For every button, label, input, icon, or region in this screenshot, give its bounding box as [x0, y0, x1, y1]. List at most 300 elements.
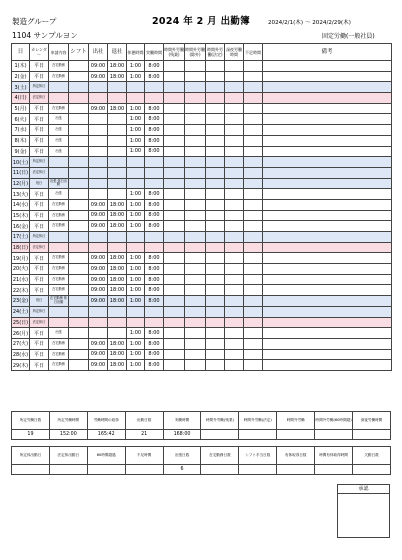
cell-c9	[185, 328, 206, 339]
cell-out	[108, 82, 127, 93]
cell-in: 09:00	[89, 103, 108, 114]
cell-brk: 1:00	[127, 71, 145, 82]
cell-day: 5(月)	[12, 103, 30, 114]
cell-cal: 所定休日	[30, 82, 49, 93]
cell-shift	[69, 146, 89, 157]
cell-c10	[206, 306, 225, 317]
cell-c9	[185, 210, 206, 221]
cell-c9	[185, 264, 206, 275]
cell-req	[49, 167, 69, 178]
cell-day: 26(月)	[12, 328, 30, 339]
cell-c8	[164, 253, 185, 264]
cell-c11	[225, 328, 244, 339]
cell-c8	[164, 221, 185, 232]
cell-req: 在宅勤務	[49, 199, 69, 210]
cell-c11	[225, 146, 244, 157]
cell-c11	[225, 135, 244, 146]
cell-c12	[244, 189, 263, 200]
cell-note	[263, 349, 392, 360]
col-header: 不足時間	[244, 44, 263, 61]
cell-work: 8:00	[145, 296, 164, 307]
cell-cal: 平日	[30, 125, 49, 136]
cell-req: 在宅勤務	[49, 103, 69, 114]
cell-brk	[127, 93, 145, 104]
cell-c9	[185, 317, 206, 328]
cell-work: 8:00	[145, 285, 164, 296]
cell-cal: 平日	[30, 61, 49, 72]
summary-value-cell	[239, 430, 277, 440]
cell-c11	[225, 242, 244, 253]
summary-value-cell	[353, 465, 391, 475]
summary-header-cell: 時間外労働(法定)	[239, 412, 277, 430]
cell-shift	[69, 103, 89, 114]
cell-shift	[69, 82, 89, 93]
employee-name: 1104 サンプルヨン	[12, 31, 78, 40]
table-row	[12, 157, 392, 168]
cell-c12	[244, 253, 263, 264]
cell-c8	[164, 296, 185, 307]
cell-out: 18:00	[108, 71, 127, 82]
summary-header-cell: 深夜労働時間	[353, 412, 391, 430]
summary-value-cell	[201, 430, 239, 440]
cell-work: 8:00	[145, 338, 164, 349]
cell-c10	[206, 135, 225, 146]
cell-c11	[225, 349, 244, 360]
table-row	[12, 242, 392, 253]
approval-label: 承認	[338, 485, 389, 494]
cell-day: 13(火)	[12, 189, 30, 200]
cell-brk	[127, 178, 145, 189]
cell-out	[108, 189, 127, 200]
cell-c9	[185, 114, 206, 125]
cell-shift	[69, 167, 89, 178]
cell-cal: 平日	[30, 71, 49, 82]
table-row	[12, 71, 392, 82]
cell-work: 8:00	[145, 135, 164, 146]
cell-req: 出張	[49, 328, 69, 339]
table-row	[12, 189, 392, 200]
cell-req: 在宅勤務	[49, 71, 69, 82]
cell-c9	[185, 242, 206, 253]
cell-note	[263, 210, 392, 221]
cell-req: 在宅勤務	[49, 221, 69, 232]
cell-in: 09:00	[89, 264, 108, 275]
cell-work: 8:00	[145, 264, 164, 275]
cell-work: 8:00	[145, 114, 164, 125]
cell-c8	[164, 125, 185, 136]
cell-c9	[185, 253, 206, 264]
table-row	[12, 338, 392, 349]
attendance-body	[12, 61, 392, 371]
cell-day: 16(金)	[12, 221, 30, 232]
cell-cal: 平日	[30, 338, 49, 349]
cell-in: 09:00	[89, 71, 108, 82]
cell-c8	[164, 306, 185, 317]
summary-value-cell: 19	[12, 430, 50, 440]
cell-brk: 1:00	[127, 274, 145, 285]
cell-c8	[164, 71, 185, 82]
cell-out	[108, 317, 127, 328]
cell-note	[263, 71, 392, 82]
cell-cal: 平日	[30, 264, 49, 275]
table-row	[12, 103, 392, 114]
summary-header-cell: 労働時間の総枠	[87, 412, 125, 430]
cell-c8	[164, 199, 185, 210]
cell-c8	[164, 82, 185, 93]
cell-brk: 1:00	[127, 338, 145, 349]
cell-day: 6(火)	[12, 114, 30, 125]
cell-shift	[69, 253, 89, 264]
cell-cal: 法定休日	[30, 93, 49, 104]
cell-brk: 1:00	[127, 296, 145, 307]
cell-note	[263, 93, 392, 104]
cell-c8	[164, 157, 185, 168]
cell-work	[145, 232, 164, 243]
table-row	[12, 360, 392, 371]
summary-header-cell: 所定労働日数	[12, 412, 50, 430]
cell-req	[49, 82, 69, 93]
cell-c11	[225, 296, 244, 307]
summary-header-cell: 所定労働時間	[49, 412, 87, 430]
cell-c9	[185, 296, 206, 307]
cell-out	[108, 306, 127, 317]
cell-c11	[225, 338, 244, 349]
cell-c10	[206, 285, 225, 296]
cell-c12	[244, 178, 263, 189]
summary-header-cell: 時間有休取得時間	[315, 447, 353, 465]
cell-in: 09:00	[89, 210, 108, 221]
cell-cal: 平日	[30, 189, 49, 200]
cell-c12	[244, 103, 263, 114]
cell-out: 18:00	[108, 210, 127, 221]
cell-brk	[127, 82, 145, 93]
cell-day: 21(水)	[12, 274, 30, 285]
summary-header-cell: 所定休出勤日	[12, 447, 50, 465]
cell-in	[89, 93, 108, 104]
cell-in: 09:00	[89, 253, 108, 264]
cell-c12	[244, 242, 263, 253]
cell-c11	[225, 61, 244, 72]
cell-c11	[225, 103, 244, 114]
cell-req	[49, 157, 69, 168]
cell-req: 在宅勤務	[49, 338, 69, 349]
cell-out: 18:00	[108, 221, 127, 232]
summary-value-cell	[277, 465, 315, 475]
cell-shift	[69, 125, 89, 136]
cell-day: 12(月)	[12, 178, 30, 189]
cell-c10	[206, 328, 225, 339]
cell-c9	[185, 82, 206, 93]
cell-shift	[69, 338, 89, 349]
cell-c8	[164, 61, 185, 72]
cell-c11	[225, 253, 244, 264]
cell-req	[49, 317, 69, 328]
cell-work: 8:00	[145, 253, 164, 264]
cell-note	[263, 61, 392, 72]
cell-day: 3(土)	[12, 82, 30, 93]
cell-req	[49, 306, 69, 317]
cell-in	[89, 242, 108, 253]
summary2-value-row	[12, 465, 391, 475]
cell-brk: 1:00	[127, 103, 145, 114]
cell-work: 8:00	[145, 103, 164, 114]
cell-c8	[164, 285, 185, 296]
cell-c12	[244, 264, 263, 275]
cell-day: 9(金)	[12, 146, 30, 157]
summary-value-cell	[315, 465, 353, 475]
cell-c8	[164, 210, 185, 221]
cell-shift	[69, 157, 89, 168]
table-row	[12, 199, 392, 210]
cell-brk	[127, 232, 145, 243]
cell-day: 17(土)	[12, 232, 30, 243]
cell-req: 在宅勤務	[49, 210, 69, 221]
cell-c10	[206, 210, 225, 221]
table-row	[12, 232, 392, 243]
cell-c9	[185, 274, 206, 285]
cell-c9	[185, 178, 206, 189]
cell-in: 09:00	[89, 349, 108, 360]
cell-note	[263, 135, 392, 146]
cell-work: 8:00	[145, 328, 164, 339]
cell-cal: 法定休日	[30, 242, 49, 253]
cell-c11	[225, 264, 244, 275]
cell-in	[89, 114, 108, 125]
table-row	[12, 125, 392, 136]
cell-day: 25(日)	[12, 317, 30, 328]
cell-in	[89, 135, 108, 146]
cell-c8	[164, 167, 185, 178]
cell-work: 8:00	[145, 189, 164, 200]
cell-brk: 1:00	[127, 61, 145, 72]
summary-value-cell: 152:00	[49, 430, 87, 440]
cell-c12	[244, 285, 263, 296]
cell-cal: 平日	[30, 114, 49, 125]
cell-note	[263, 146, 392, 157]
cell-day: 19(月)	[12, 253, 30, 264]
cell-cal: 祝日	[30, 296, 49, 307]
cell-in	[89, 167, 108, 178]
cell-c12	[244, 296, 263, 307]
cell-in: 09:00	[89, 61, 108, 72]
cell-day: 29(木)	[12, 360, 30, 371]
cell-out	[108, 232, 127, 243]
summary-table-1	[11, 411, 391, 440]
cell-brk: 1:00	[127, 210, 145, 221]
col-header: カレンダー	[30, 44, 49, 61]
cell-note	[263, 178, 392, 189]
table-row	[12, 114, 392, 125]
cell-c10	[206, 93, 225, 104]
cell-cal: 法定休日	[30, 317, 49, 328]
cell-c8	[164, 264, 185, 275]
summary-value-cell: 6	[163, 465, 201, 475]
cell-shift	[69, 114, 89, 125]
cell-c8	[164, 189, 185, 200]
cell-c8	[164, 242, 185, 253]
cell-in	[89, 146, 108, 157]
cell-shift	[69, 328, 89, 339]
cell-req	[49, 93, 69, 104]
cell-cal: 平日	[30, 199, 49, 210]
cell-c9	[185, 135, 206, 146]
cell-req: 在宅勤務	[49, 264, 69, 275]
cell-brk: 1:00	[127, 189, 145, 200]
cell-c9	[185, 189, 206, 200]
summary1-value-row	[12, 430, 391, 440]
cell-c11	[225, 232, 244, 243]
approval-stamp-box	[337, 484, 390, 538]
cell-out	[108, 146, 127, 157]
cell-day: 10(土)	[12, 157, 30, 168]
summary-value-cell	[239, 465, 277, 475]
summary-header-cell: 法定休出勤日	[49, 447, 87, 465]
cell-day: 20(火)	[12, 264, 30, 275]
cell-c11	[225, 221, 244, 232]
cell-in: 09:00	[89, 338, 108, 349]
cell-shift	[69, 274, 89, 285]
cell-work	[145, 242, 164, 253]
cell-c10	[206, 221, 225, 232]
cell-out	[108, 157, 127, 168]
summary-value-cell: 168:00	[163, 430, 201, 440]
cell-day: 8(木)	[12, 135, 30, 146]
cell-day: 14(水)	[12, 199, 30, 210]
cell-brk	[127, 306, 145, 317]
cell-in: 09:00	[89, 296, 108, 307]
cell-work: 8:00	[145, 61, 164, 72]
cell-c10	[206, 242, 225, 253]
cell-brk: 1:00	[127, 125, 145, 136]
cell-shift	[69, 242, 89, 253]
col-header: 備考	[263, 44, 392, 61]
col-header: 時間外労働(法定)	[206, 44, 225, 61]
cell-brk: 1:00	[127, 328, 145, 339]
cell-c10	[206, 360, 225, 371]
cell-note	[263, 189, 392, 200]
cell-c12	[244, 199, 263, 210]
cell-c8	[164, 232, 185, 243]
cell-c10	[206, 125, 225, 136]
cell-c9	[185, 306, 206, 317]
cell-note	[263, 157, 392, 168]
summary-header-cell: 不足時間	[125, 447, 163, 465]
cell-c9	[185, 157, 206, 168]
cell-brk: 1:00	[127, 221, 145, 232]
cell-note	[263, 317, 392, 328]
cell-in	[89, 125, 108, 136]
table-row	[12, 221, 392, 232]
cell-c8	[164, 93, 185, 104]
col-header: 深夜労働時間	[225, 44, 244, 61]
cell-work: 8:00	[145, 125, 164, 136]
summary-header-cell: 出張日数	[163, 447, 201, 465]
cell-req: 在宅勤務	[49, 61, 69, 72]
table-row	[12, 328, 392, 339]
cell-req: 在宅勤務	[49, 349, 69, 360]
col-header: 出社	[89, 44, 108, 61]
cell-work	[145, 167, 164, 178]
employment-type: 固定労働(一般社員)	[322, 33, 375, 40]
cell-c9	[185, 71, 206, 82]
summary-header-cell: 出勤日数	[125, 412, 163, 430]
cell-c11	[225, 114, 244, 125]
cell-work	[145, 178, 164, 189]
table-row	[12, 274, 392, 285]
cell-c10	[206, 82, 225, 93]
cell-req: 出張	[49, 125, 69, 136]
cell-c10	[206, 296, 225, 307]
table-row	[12, 296, 392, 307]
cell-brk	[127, 157, 145, 168]
cell-shift	[69, 178, 89, 189]
cell-brk: 1:00	[127, 349, 145, 360]
summary-header-cell: 時間外労働(60時間超)	[315, 412, 353, 430]
cell-shift	[69, 306, 89, 317]
cell-c10	[206, 317, 225, 328]
cell-cal: 所定休日	[30, 306, 49, 317]
cell-work: 8:00	[145, 349, 164, 360]
cell-c10	[206, 264, 225, 275]
attendance-table	[11, 43, 392, 371]
cell-c11	[225, 360, 244, 371]
cell-note	[263, 167, 392, 178]
cell-c10	[206, 338, 225, 349]
cell-c11	[225, 189, 244, 200]
cell-req: 出張	[49, 189, 69, 200]
cell-c12	[244, 93, 263, 104]
cell-c12	[244, 221, 263, 232]
cell-c11	[225, 199, 244, 210]
table-row	[12, 285, 392, 296]
summary-value-cell	[315, 430, 353, 440]
cell-work: 8:00	[145, 199, 164, 210]
cell-brk	[127, 167, 145, 178]
cell-c11	[225, 167, 244, 178]
cell-shift	[69, 189, 89, 200]
cell-in	[89, 306, 108, 317]
cell-c12	[244, 82, 263, 93]
cell-brk: 1:00	[127, 360, 145, 371]
cell-c12	[244, 306, 263, 317]
cell-brk: 1:00	[127, 146, 145, 157]
cell-c8	[164, 328, 185, 339]
cell-work	[145, 317, 164, 328]
cell-work	[145, 93, 164, 104]
cell-c9	[185, 285, 206, 296]
summary-header-cell: 在宅勤務日数	[201, 447, 239, 465]
cell-note	[263, 296, 392, 307]
cell-day: 27(火)	[12, 338, 30, 349]
cell-c8	[164, 274, 185, 285]
cell-day: 7(水)	[12, 125, 30, 136]
cell-c8	[164, 349, 185, 360]
cell-day: 23(金)	[12, 296, 30, 307]
cell-work: 8:00	[145, 210, 164, 221]
cell-req: 出張	[49, 146, 69, 157]
cell-c9	[185, 93, 206, 104]
cell-day: 24(土)	[12, 306, 30, 317]
cell-brk: 1:00	[127, 253, 145, 264]
cell-in: 09:00	[89, 360, 108, 371]
col-header: 申請内容	[49, 44, 69, 61]
cell-c12	[244, 61, 263, 72]
cell-shift	[69, 296, 89, 307]
cell-c8	[164, 178, 185, 189]
cell-out	[108, 135, 127, 146]
cell-work	[145, 306, 164, 317]
cell-c10	[206, 167, 225, 178]
